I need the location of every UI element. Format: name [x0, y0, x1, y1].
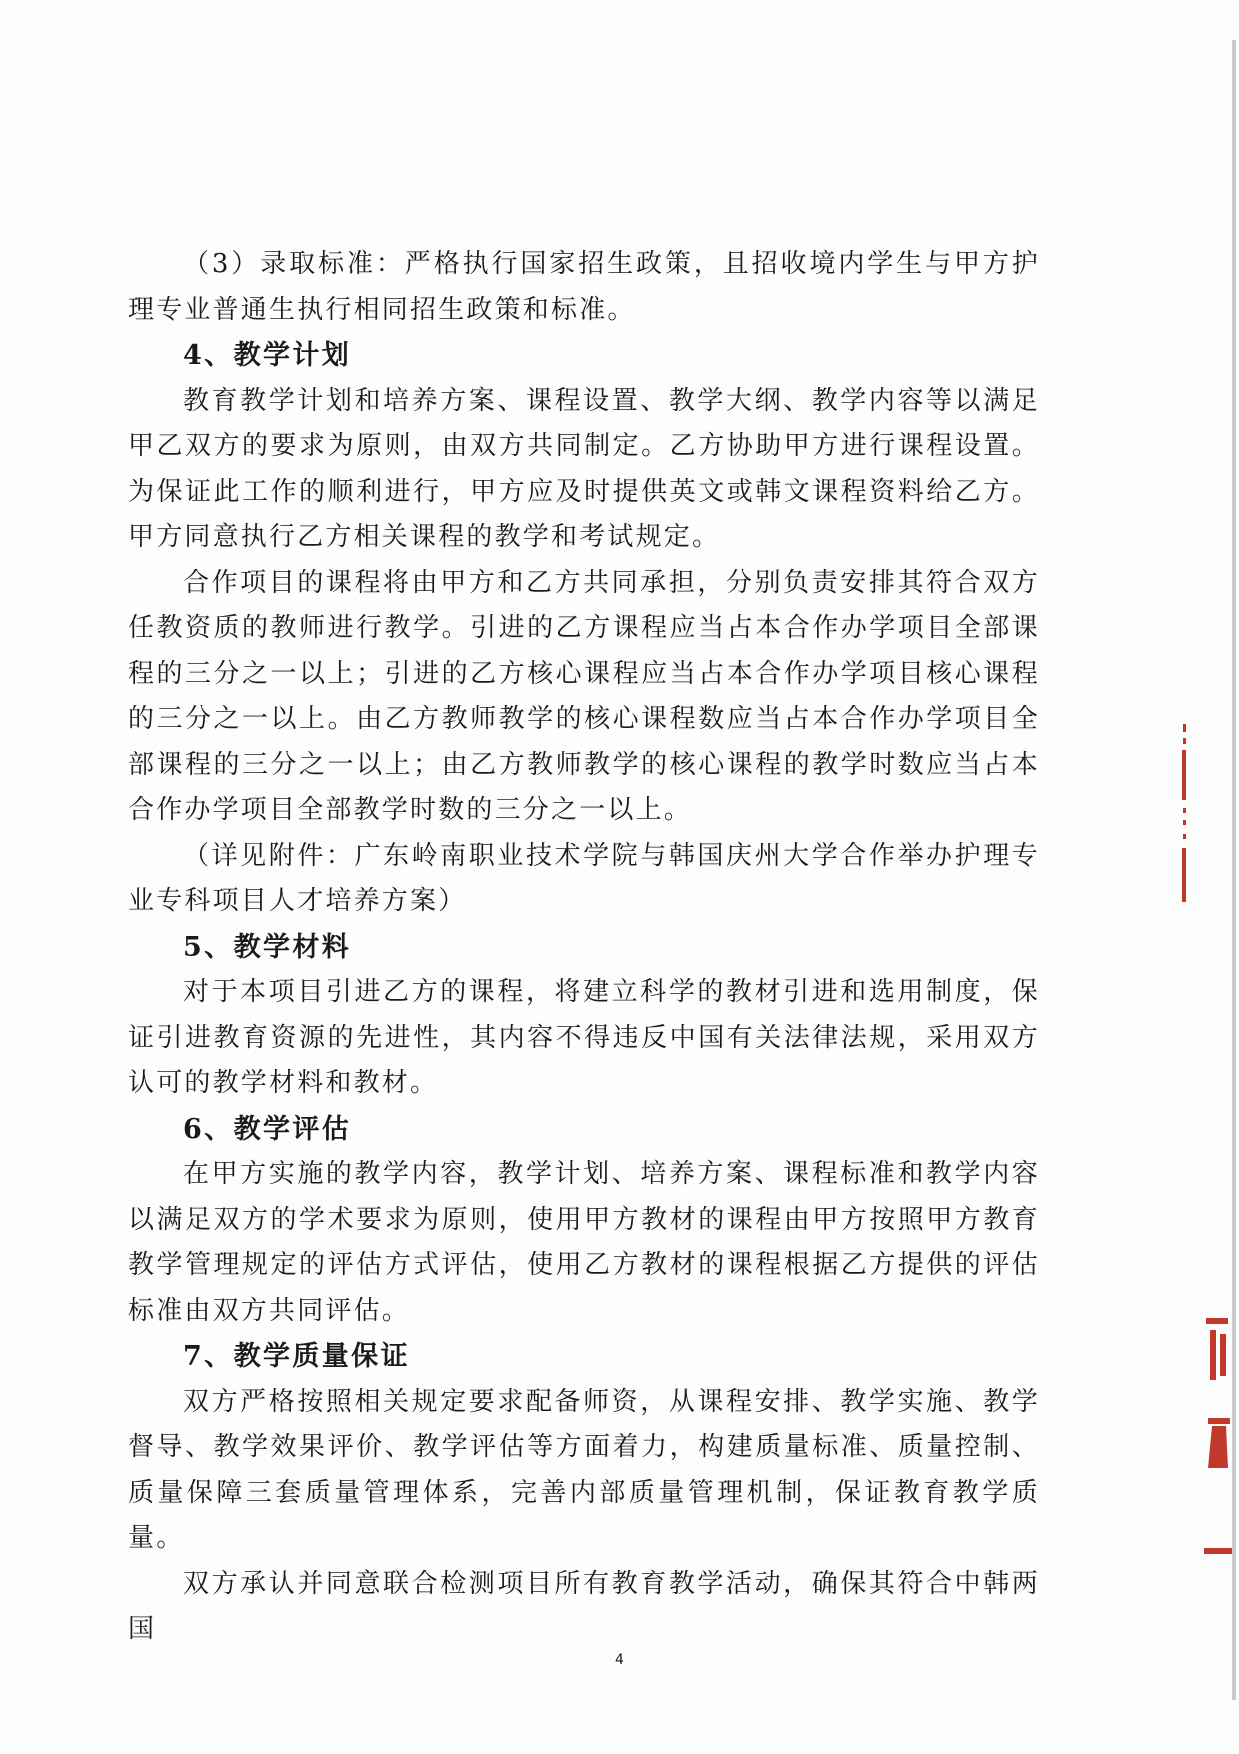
section-heading-teaching-evaluation: 6、教学评估 [183, 1113, 352, 1145]
section-heading-teaching-plan: 4、教学计划 [183, 340, 352, 371]
page-edge-shadow [1232, 40, 1236, 1700]
paragraph-quality-assurance-2: 双方承认并同意联合检测项目所有教育教学活动，确保其符合中韩两国 [128, 1568, 1040, 1644]
section-heading-quality-assurance: 7、教学质量保证 [183, 1341, 410, 1372]
paragraph-teaching-materials: 对于本项目引进乙方的课程，将建立科学的教材引进和选用制度，保证引进教育资源的先进性，其内容不得违反中国有关法律法规，采用双方认可的教学材料和教材。 [128, 977, 1040, 1098]
document-body [128, 242, 1040, 1653]
page-number: 4 [615, 1652, 624, 1668]
seal-fragment-upper [1176, 724, 1194, 904]
paragraph-teaching-evaluation: 在甲方实施的教学内容，教学计划、培养方案、课程标准和教学内容以满足双方的学术要求为原则，使用甲方教材的课程由甲方按照甲方教育教学管理规定的评估方式评估，使用乙方教材的课程根据乙方提供的评估标准由双方共同评估。 [128, 1159, 1040, 1326]
paragraph-admission-standard: （3）录取标准：严格执行国家招生政策，且招收境内学生与甲方护理专业普通生执行相同招生政策和标准。 [128, 249, 1040, 325]
paragraph-teaching-plan-3: （详见附件：广东岭南职业技术学院与韩国庆州大学合作举办护理专业专科项目人才培养方案） [128, 840, 1040, 916]
paragraph-teaching-plan-2: 合作项目的课程将由甲方和乙方共同承担，分别负责安排其符合双方任教资质的教师进行教学。引进的乙方课程应当占本合作办学项目全部课程的三分之一以上；引进的乙方核心课程应当占本合作办学项目核心课程的三分之一以上。由乙方教师教学的核心课程数应当占本合作办学项目全部课程的三分之一以上；由乙方教师教学的核心课程的教学时数应当占本合作办学项目全部教学时数的三分之一以上。 [128, 567, 1040, 825]
paragraph-teaching-plan-1: 教育教学计划和培养方案、课程设置、教学大纲、教学内容等以满足甲乙双方的要求为原则，由双方共同制定。乙方协助甲方进行课程设置。为保证此工作的顺利进行，甲方应及时提供英文或韩文课程资料给乙方。甲方同意执行乙方相关课程的教学和考试规定。 [128, 385, 1040, 552]
section-heading-teaching-materials: 5、教学材料 [183, 931, 352, 963]
paragraph-quality-assurance-1: 双方严格按照相关规定要求配备师资，从课程安排、教学实施、教学督导、教学效果评价、教学评估等方面着力，构建质量标准、质量控制、质量保障三套质量管理体系，完善内部质量管理机制，保证教育教学质量。 [128, 1386, 1040, 1553]
